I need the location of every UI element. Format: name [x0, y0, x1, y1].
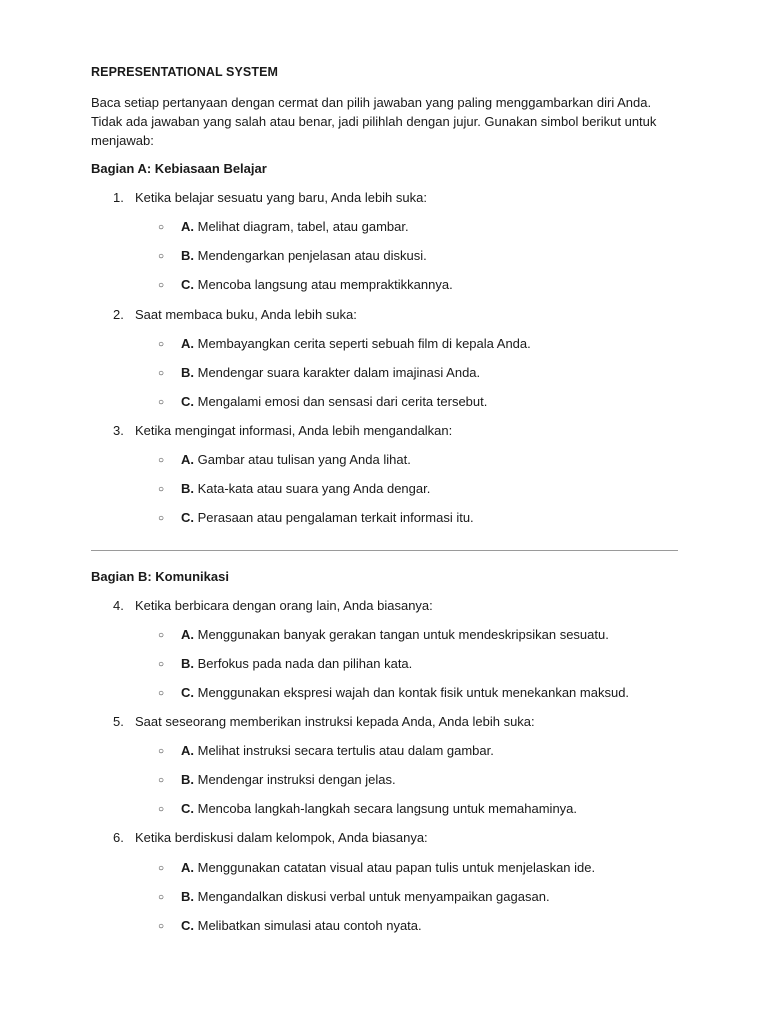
circle-bullet-icon: ○ [158, 659, 165, 670]
option-letter: A. [181, 219, 194, 234]
circle-bullet-icon: ○ [158, 339, 165, 350]
section-divider [91, 550, 678, 551]
option-1c[interactable] [158, 277, 453, 292]
question-text: Saat membaca buku, Anda lebih suka: [135, 307, 357, 322]
section-a-heading: Bagian A: Kebiasaan Belajar [91, 161, 267, 176]
option-text: Menggunakan ekspresi wajah dan kontak fisik untuk menekankan maksud. [194, 685, 630, 700]
option-2a[interactable] [158, 336, 531, 351]
circle-bullet-icon: ○ [158, 863, 165, 874]
option-letter: C. [181, 801, 194, 816]
question-number: 6. [113, 830, 124, 845]
circle-bullet-icon: ○ [158, 921, 165, 932]
option-1b[interactable] [158, 248, 427, 263]
option-4a[interactable] [158, 627, 609, 642]
option-3c[interactable] [158, 510, 474, 525]
question-number: 2. [113, 307, 124, 322]
question-text: Ketika mengingat informasi, Anda lebih mengandalkan: [135, 423, 453, 438]
question-number: 3. [113, 423, 124, 438]
circle-bullet-icon: ○ [158, 484, 165, 495]
circle-bullet-icon: ○ [158, 688, 165, 699]
option-text: Membayangkan cerita seperti sebuah film di kepala Anda. [194, 336, 531, 351]
option-text: Mengandalkan diskusi verbal untuk menyampaikan gagasan. [194, 889, 550, 904]
question-number: 4. [113, 598, 124, 613]
option-letter: B. [181, 656, 194, 671]
option-3b[interactable] [158, 481, 430, 496]
option-4c[interactable] [158, 685, 629, 700]
question-text: Ketika berdiskusi dalam kelompok, Anda biasanya: [135, 830, 428, 845]
option-letter: B. [181, 365, 194, 380]
circle-bullet-icon: ○ [158, 251, 165, 262]
circle-bullet-icon: ○ [158, 280, 165, 291]
option-6a[interactable] [158, 860, 595, 875]
option-letter: A. [181, 743, 194, 758]
question-4 [113, 598, 433, 613]
option-letter: B. [181, 481, 194, 496]
option-5a[interactable] [158, 743, 494, 758]
option-text: Melibatkan simulasi atau contoh nyata. [194, 918, 422, 933]
question-1 [113, 190, 427, 205]
option-5b[interactable] [158, 772, 396, 787]
question-text: Ketika belajar sesuatu yang baru, Anda lebih suka: [135, 190, 427, 205]
question-3 [113, 423, 452, 438]
question-5 [113, 714, 535, 729]
circle-bullet-icon: ○ [158, 455, 165, 466]
option-text: Mengalami emosi dan sensasi dari cerita tersebut. [194, 394, 488, 409]
circle-bullet-icon: ○ [158, 775, 165, 786]
option-letter: A. [181, 336, 194, 351]
circle-bullet-icon: ○ [158, 397, 165, 408]
option-text: Mencoba langkah-langkah secara langsung untuk memahaminya. [194, 801, 578, 816]
option-text: Melihat instruksi secara tertulis atau dalam gambar. [194, 743, 494, 758]
question-6 [113, 830, 428, 845]
option-letter: C. [181, 394, 194, 409]
option-text: Menggunakan catatan visual atau papan tulis untuk menjelaskan ide. [194, 860, 596, 875]
option-letter: C. [181, 685, 194, 700]
question-number: 1. [113, 190, 124, 205]
circle-bullet-icon: ○ [158, 222, 165, 233]
option-2b[interactable] [158, 365, 480, 380]
option-text: Perasaan atau pengalaman terkait informasi itu. [194, 510, 474, 525]
option-text: Berfokus pada nada dan pilihan kata. [194, 656, 413, 671]
option-letter: C. [181, 918, 194, 933]
option-letter: C. [181, 277, 194, 292]
question-text: Ketika berbicara dengan orang lain, Anda biasanya: [135, 598, 433, 613]
option-6c[interactable] [158, 918, 422, 933]
option-letter: B. [181, 889, 194, 904]
option-text: Mendengar suara karakter dalam imajinasi Anda. [194, 365, 481, 380]
circle-bullet-icon: ○ [158, 804, 165, 815]
option-text: Gambar atau tulisan yang Anda lihat. [194, 452, 411, 467]
option-text: Kata-kata atau suara yang Anda dengar. [194, 481, 431, 496]
option-letter: C. [181, 510, 194, 525]
option-text: Mendengarkan penjelasan atau diskusi. [194, 248, 427, 263]
option-letter: A. [181, 627, 194, 642]
option-4b[interactable] [158, 656, 412, 671]
circle-bullet-icon: ○ [158, 892, 165, 903]
option-text: Melihat diagram, tabel, atau gambar. [194, 219, 409, 234]
option-letter: B. [181, 248, 194, 263]
option-text: Mencoba langsung atau mempraktikkannya. [194, 277, 453, 292]
option-letter: A. [181, 860, 194, 875]
option-3a[interactable] [158, 452, 411, 467]
circle-bullet-icon: ○ [158, 746, 165, 757]
option-1a[interactable] [158, 219, 409, 234]
option-letter: A. [181, 452, 194, 467]
option-6b[interactable] [158, 889, 550, 904]
option-text: Mendengar instruksi dengan jelas. [194, 772, 396, 787]
circle-bullet-icon: ○ [158, 513, 165, 524]
section-b-heading: Bagian B: Komunikasi [91, 569, 229, 584]
option-5c[interactable] [158, 801, 577, 816]
option-letter: B. [181, 772, 194, 787]
option-text: Menggunakan banyak gerakan tangan untuk mendeskripsikan sesuatu. [194, 627, 609, 642]
circle-bullet-icon: ○ [158, 630, 165, 641]
intro-paragraph: Baca setiap pertanyaan dengan cermat dan pilih jawaban yang paling menggambarkan diri Anda. Tidak ada jawaban yang salah atau benar, jadi pilihlah dengan jujur. Gunakan simbol berikut untuk menjawab: [91, 95, 657, 148]
option-2c[interactable] [158, 394, 487, 409]
document-title: REPRESENTATIONAL SYSTEM [91, 65, 279, 79]
question-text: Saat seseorang memberikan instruksi kepada Anda, Anda lebih suka: [135, 714, 535, 729]
question-2 [113, 307, 357, 322]
question-number: 5. [113, 714, 124, 729]
circle-bullet-icon: ○ [158, 368, 165, 379]
